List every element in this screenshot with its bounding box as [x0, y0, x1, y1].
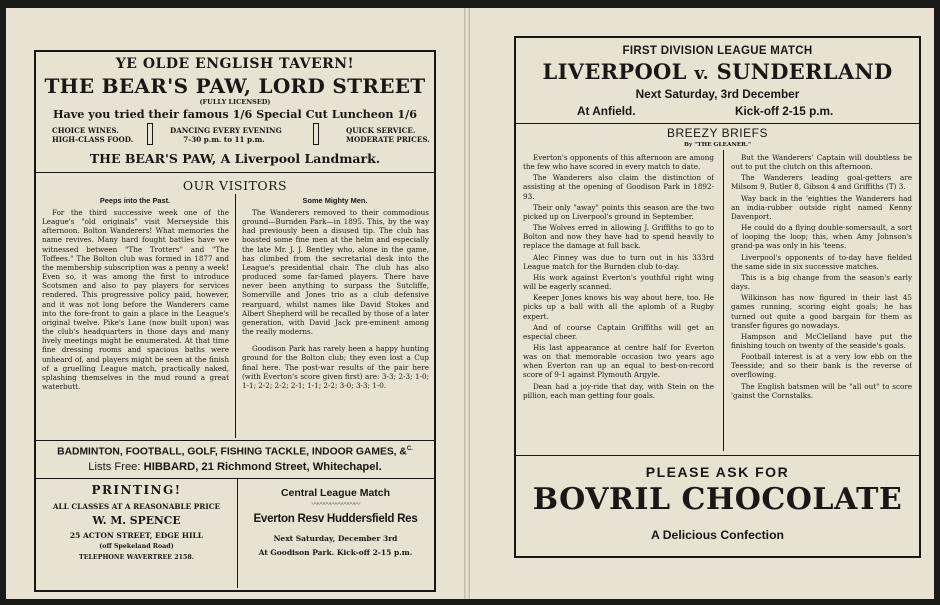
tavern-food: HIGH-CLASS FOOD. — [52, 135, 134, 144]
tavern-tagline-landmark: A Liverpool Landmark. — [216, 151, 381, 166]
divider-briefs — [516, 455, 919, 456]
brief-item: Wilkinson has now figured in their last 45 games running, scoring eight goals; he has turned out quite a good bargain for them as transfer figures go nowadays. — [731, 293, 912, 330]
match-teams — [516, 59, 919, 84]
briefs-left-column — [523, 153, 714, 453]
hibbard-line1 — [36, 446, 434, 457]
central-squiggle: 〰〰〰〰〰〰〰〰 — [311, 500, 360, 508]
match-kickoff: Kick-off 2-15 p.m. — [735, 104, 834, 118]
printing-name: W. M. SPENCE — [92, 514, 181, 527]
hibbard-etc: C. — [406, 446, 413, 452]
bovril-please: PLEASE ASK FOR — [645, 464, 790, 480]
brief-item: This is a big change from the season's early days. — [731, 272, 912, 292]
printing-sub: ALL CLASSES AT A REASONABLE PRICE — [52, 502, 221, 511]
brief-item: The Wanderers leading goal-getters are Milsom 9, Butler 8, Gibson 4 and Griffiths (T) 3. — [731, 173, 912, 192]
tavern-divider-left — [147, 123, 153, 145]
visitors-right-heading: Some Mighty Men. — [302, 196, 368, 205]
tavern-tagline — [36, 151, 434, 166]
tavern-headline: YE OLDE ENGLISH TAVERN! — [115, 56, 355, 72]
visitors-right-paragraph-1: The Wanderers removed to their commodious ground—Burnden Park—in 1895. This, by the way had previously been a disused tip. The club has boasted some fine men at the helm and especially the late Mr. J. J. Bentley who, alone in the game, has climbed from the secretarial desk into the League's presidential chair. The club has also produced some far-famed players. There have never been anything to surpass the Sutcliffe, Somerville and Jones trio as a club defensive rearguard, whilst names like David Stokes and Albert Shepherd will be recalled by those of a later generation, with David Jack pre-eminent among the really moderns. — [242, 208, 429, 337]
printing-telephone: TELEPHONE WAVERTREE 2158. — [79, 554, 194, 561]
central-date: Next Saturday, December 3rd — [273, 534, 398, 543]
brief-item: The Wanderers also claim the distinction of assisting at the opening of Goodison Park in 1892-93. — [523, 173, 714, 201]
visitors-left-heading: Peeps into the Past. — [99, 196, 171, 205]
central-fixture: Everton Resv Huddersfield Res — [253, 512, 418, 525]
match-home-team: LIVERPOOL — [542, 59, 687, 84]
hibbard-line2 — [36, 461, 434, 473]
match-date: Next Saturday, 3rd December — [635, 87, 800, 101]
brief-item: The Wolves erred in allowing J. Griffiths to go to Bolton and now they have had to spend heavily to replace the damage at full back. — [523, 223, 714, 251]
brief-item: Their only "away" points this season are the two picked up on Liverpool's ground in September. — [523, 202, 714, 221]
match-versus: v. — [694, 64, 710, 84]
divider-visitors — [36, 440, 434, 441]
briefs-column-divider — [723, 150, 724, 451]
hibbard-lists-free: Lists Free: — [88, 461, 144, 473]
brief-item: Football interest is at a very low ebb on the Teesside; and so their bank is the reverse of overflowing. — [731, 352, 912, 380]
bovril-tagline: A Delicious Confection — [651, 528, 784, 542]
tavern-name: THE BEAR'S PAW, LORD STREET — [44, 74, 426, 98]
brief-item: Way back in the 'eighties the Wanderers had an india-rubber outside right named Kenny Davenport. — [731, 193, 912, 221]
central-venue: At Goodison Park. Kick-off 2-15 p.m. — [258, 548, 413, 557]
printing-off: (off Spekeland Road) — [99, 543, 174, 550]
visitors-title: OUR VISITORS — [182, 178, 288, 193]
bovril-brand: BOVRIL CHOCOLATE — [532, 482, 903, 517]
brief-item: Keeper Jones knows his way about here, too. He picks up a ball with all the aplomb of a Rugby expert. — [523, 293, 714, 321]
tavern-tagline-name: THE BEAR'S PAW, — [89, 151, 217, 166]
visitors-right-paragraph-2: Goodison Park has rarely been a happy hunting ground for the Bolton club; they even lost a Cup final here. The post-war results of the pair here (with Everton's score given first) are: 3-3; 2-3; 1-0; 1-1; 2-2; 2-2; 2-1; 1-1; 2-2; 3-0; 3-3; 1-0. — [242, 344, 429, 390]
tavern-luncheon: Have you tried their famous 1/6 Special Cut Luncheon 1/6 — [52, 107, 418, 121]
hibbard-address: HIBBARD, 21 Richmond Street, Whitechapel. — [143, 461, 382, 473]
visitors-left-paragraph: For the third successive week one of the League's "old originals" visit Merseyside this afternoon. Bolton Wanderers! What memories the name revives. Many hard fought battles have we witnessed between "The Trotters" and "The Toffees." The Bolton club was formed in 1877 and the membership subscription was a penny a week! Even so, it was among the first to introduce Scotsmen and also to pay players for services rendered. This progressive policy paid, however, and it was not long before the Wanderers came into the fore-front to gain a place in the League's original twelve. Pike's Lane (now built upon) was the club's headquarters in those days and many lively meetings might be enumerated. At that time fine dressing rooms and spacious baths were unheard of, and players might be seen at the finish of a gruelling League match, practically naked, splashing themselves in the mud round a great waterbutt. — [42, 208, 229, 391]
brief-item: His last appearance at centre half for Everton was on that memorable occasion two years ago when Everton ran up an equal to best-on-record score of 9-1 against Plymouth Argyle. — [523, 342, 714, 380]
printing-address: 25 ACTON STREET, EDGE HILL — [69, 531, 204, 540]
brief-item: The English batsmen will be "all out" to score 'gainst the Cornstalks. — [731, 381, 912, 400]
tavern-dancing: DANCING EVERY EVENING — [170, 126, 282, 135]
briefs-title: BREEZY BRIEFS — [667, 126, 768, 140]
divider-hibbard — [36, 478, 434, 479]
brief-item: His work against Everton's youthful right wing will be eagerly scanned. — [523, 272, 714, 292]
printing-title: PRINTING! — [91, 483, 182, 497]
visitors-right-column — [242, 208, 429, 440]
match-venue: At Anfield. — [577, 104, 636, 118]
divider-tavern — [36, 172, 434, 173]
match-away-team: SUNDERLAND — [716, 59, 893, 84]
brief-item: Liverpool's opponents of to-day have fielded the same side in six successive matches. — [731, 252, 912, 271]
visitors-left-column — [42, 208, 229, 440]
central-title: Central League Match — [280, 487, 391, 499]
brief-item: Hampson and McClelland have put the finishing touch on twenty of the seaside's goals. — [731, 331, 912, 350]
brief-item: Everton's opponents of this afternoon are among the few who have scored in every match to date. — [523, 153, 714, 172]
match-title: FIRST DIVISION LEAGUE MATCH — [622, 45, 813, 57]
brief-item: Alec Finney was due to turn out in his 333rd League match for the Burnden club to-day. — [523, 252, 714, 271]
briefs-right-column — [731, 153, 912, 453]
tavern-licensed: (FULLY LICENSED) — [199, 98, 271, 106]
tavern-prices: MODERATE PRICES. — [346, 135, 430, 144]
brief-item: He could do a flying double-somersault, a sort of looping the loop; this, when Amy Johnson's grand-pa was only in his 'teens. — [731, 223, 912, 251]
page-fold — [464, 8, 470, 599]
tavern-divider-right — [313, 123, 319, 145]
visitors-column-divider — [235, 194, 236, 438]
brief-item: But the Wanderers' Captain will doubtless be out to put the clutch on this afternoon. — [731, 153, 912, 172]
brief-item: Dean had a joy-ride that day, with Stein on the pillion, each man getting four goals. — [523, 381, 714, 400]
tavern-hours: 7-30 p.m. to 11 p.m. — [183, 135, 265, 144]
briefs-byline: By "THE GLEANER." — [683, 142, 752, 148]
divider-bottom-ads — [237, 479, 238, 588]
hibbard-products: BADMINTON, FOOTBALL, GOLF, FISHING TACKLE, INDOOR GAMES, & — [57, 446, 407, 458]
brief-item: And of course Captain Griffiths will get an especial cheer. — [523, 322, 714, 341]
divider-match — [516, 123, 919, 124]
tavern-wines: CHOICE WINES. — [52, 126, 119, 135]
tavern-service: QUICK SERVICE. — [346, 126, 416, 135]
